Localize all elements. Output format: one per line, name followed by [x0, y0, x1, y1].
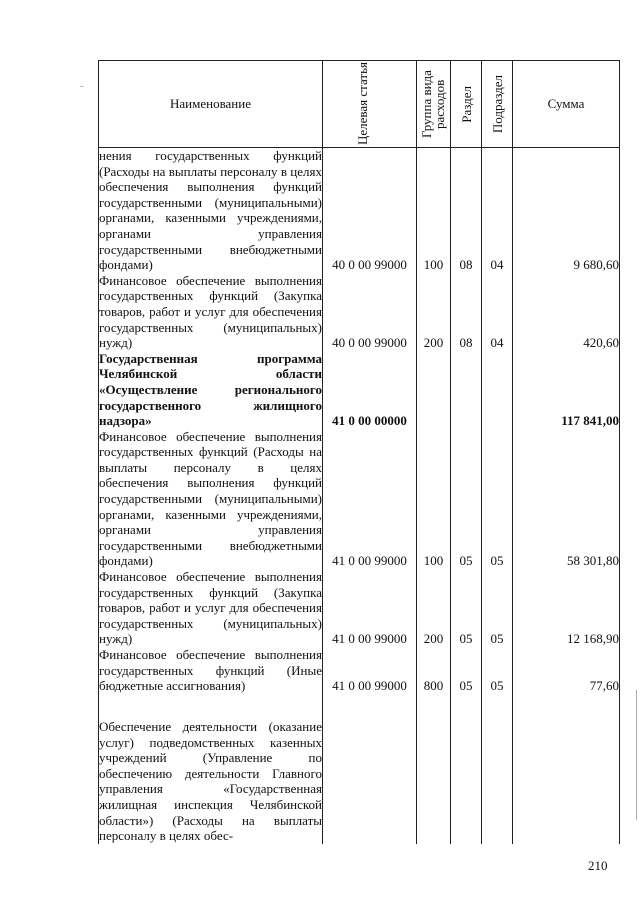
table-row	[99, 647, 620, 694]
row-expense-group: 100	[417, 429, 451, 569]
row-subsection	[482, 351, 513, 429]
header-expense-group: Группа вида расходов	[417, 61, 451, 148]
row-target-article: 41 0 00 99000	[323, 429, 417, 569]
table-row	[99, 273, 620, 351]
row-name: Финансовое обеспечение выполнения государственных функций (Расходы на выплаты персоналу в целях обеспечения выполнения функций государственными (муниципальными) органами, казенными учреждениями, органами управления государственными внебюджетными фондами)	[99, 428, 322, 569]
row-subsection	[482, 694, 513, 844]
scan-mark	[80, 86, 84, 87]
row-section: 08	[451, 273, 482, 351]
table-row-program	[99, 351, 620, 429]
row-target-article: 41 0 00 99000	[323, 647, 417, 694]
row-name: Государственная программа Челябинской области «Осуществление регионального государственного жилищного надзора»	[99, 350, 322, 429]
page-number: 210	[588, 858, 608, 873]
row-sum: 12 168,90	[513, 569, 620, 647]
table-row	[99, 694, 620, 844]
row-expense-group: 200	[417, 273, 451, 351]
row-section	[451, 694, 482, 844]
header-target-article: Целевая статья	[323, 61, 417, 148]
row-section: 05	[451, 569, 482, 647]
row-subsection: 05	[482, 429, 513, 569]
row-expense-group	[417, 694, 451, 844]
table-header-row	[99, 61, 620, 148]
row-sum	[513, 694, 620, 844]
row-name: Финансовое обеспечение выполнения государственных функций (Закупка товаров, работ и услуг для обеспечения государственных (муниципальных) нужд)	[99, 569, 322, 647]
row-target-article: 40 0 00 99000	[323, 148, 417, 273]
row-expense-group: 200	[417, 569, 451, 647]
row-target-article: 41 0 00 00000	[323, 351, 417, 429]
table-row	[99, 569, 620, 647]
header-sum: Сумма	[513, 61, 620, 148]
budget-table	[98, 60, 620, 844]
table-row	[99, 148, 620, 273]
row-name: нения государственных функций (Расходы на выплаты персоналу в целях обеспечения выполнения функций государственными (муниципальными) органами, казенными учреждениями, органами управления государственными внебюджетными фондами)	[99, 148, 322, 273]
row-section: 05	[451, 647, 482, 694]
row-section: 05	[451, 429, 482, 569]
row-name: Финансовое обеспечение выполнения государственных функций (Иные бюджетные ассигнования)	[99, 647, 322, 694]
header-section: Раздел	[451, 61, 482, 148]
row-target-article	[323, 694, 417, 844]
row-expense-group	[417, 351, 451, 429]
row-sum: 9 680,60	[513, 148, 620, 273]
scan-edge-line	[636, 690, 637, 820]
row-name: Финансовое обеспечение выполнения государственных функций (Закупка товаров, работ и услуг для обеспечения государственных (муниципальных) нужд)	[99, 272, 322, 351]
row-section: 08	[451, 148, 482, 273]
row-expense-group: 100	[417, 148, 451, 273]
row-sum: 58 301,80	[513, 429, 620, 569]
row-subsection: 04	[482, 148, 513, 273]
row-name: Обеспечение деятельности (оказание услуг) подведомственных казенных учреждений (Управление по обеспечению деятельности Главного управления «Государственная жилищная инспекция Челябинской области») (Расходы на выплаты персоналу в целях обес-	[99, 694, 323, 844]
row-target-article: 41 0 00 99000	[323, 569, 417, 647]
row-sum: 420,60	[513, 273, 620, 351]
row-target-article: 40 0 00 99000	[323, 273, 417, 351]
row-subsection: 04	[482, 273, 513, 351]
row-subsection: 05	[482, 569, 513, 647]
row-sum: 77,60	[513, 647, 620, 694]
row-section	[451, 351, 482, 429]
row-subsection: 05	[482, 647, 513, 694]
row-expense-group: 800	[417, 647, 451, 694]
header-name: Наименование	[99, 61, 323, 148]
row-sum: 117 841,00	[513, 351, 620, 429]
table-row	[99, 429, 620, 569]
header-subsection: Подраздел	[482, 61, 513, 148]
